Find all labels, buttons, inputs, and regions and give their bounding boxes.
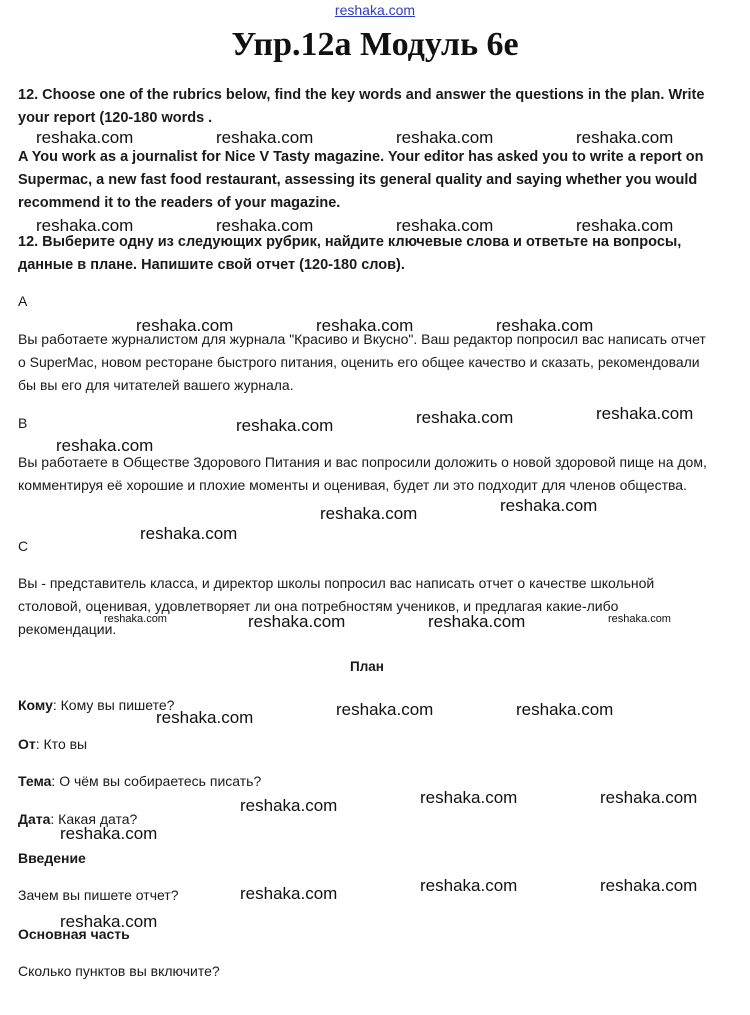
watermark: reshaka.com — [596, 404, 694, 423]
rubric-c-text: Вы - представитель класса, и директор школы попросил вас написать отчет о качестве школьной столовой, оценивая, удовлетворяет ли она потребностям учеников, и предлагая какие-либо рекомендации. — [18, 575, 655, 637]
plan-to-text: : Кому вы пишете? — [52, 697, 175, 713]
watermark: reshaka.com — [336, 700, 434, 719]
plan-date — [18, 808, 713, 831]
plan-date-label: Дата — [18, 811, 51, 827]
watermark: reshaka.com — [248, 612, 346, 631]
watermark: reshaka.com — [140, 524, 238, 543]
plan-from-text: : Кто вы — [35, 736, 88, 752]
rubric-a-text: Вы работаете журналистом для журнала "Красиво и Вкусно". Ваш редактор попросил вас написать отчет о SuperMac, новом ресторане быстрого питания, оценить его общее качество и сказать, рекомендовали бы вы его для читателей вашего журнала. — [18, 331, 706, 393]
watermark: reshaka.com — [496, 316, 594, 335]
watermark: reshaka.com — [600, 876, 698, 895]
plan-from-label: От — [18, 736, 36, 752]
rubric-c-label: C — [18, 538, 29, 554]
english-rubric-a: A You work as a journalist for Nice V Tasty magazine. Your editor has asked you to write a report on Supermac, a new fast food restaurant, assessing its general quality and saying whether you would recommend it to the readers of your magazine. — [18, 149, 704, 211]
plan-to-label: Кому — [18, 697, 53, 713]
plan-topic-label: Тема — [18, 773, 52, 789]
site-link[interactable]: reshaka.com — [334, 2, 416, 18]
watermark: reshaka.com — [396, 128, 494, 147]
watermark: reshaka.com — [320, 504, 418, 523]
watermark: reshaka.com — [420, 788, 518, 807]
watermark: reshaka.com — [36, 128, 134, 147]
watermark: reshaka.com — [236, 416, 334, 435]
watermark: reshaka.com — [104, 613, 167, 625]
watermark: reshaka.com — [216, 216, 314, 235]
plan-from — [18, 733, 713, 756]
plan-intro-heading: Введение — [18, 850, 86, 866]
watermark: reshaka.com — [428, 612, 526, 631]
plan-title: План — [350, 659, 384, 674]
watermark: reshaka.com — [516, 700, 614, 719]
watermark: reshaka.com — [56, 436, 154, 455]
russian-task: 12. Выберите одну из следующих рубрик, найдите ключевые слова и ответьте на вопросы, данные в плане. Напишите свой отчет (120-180 слов). — [18, 234, 682, 273]
plan-topic-text: : О чём вы собираетесь писать? — [51, 773, 262, 789]
watermark: reshaka.com — [156, 708, 254, 727]
watermark: reshaka.com — [576, 216, 674, 235]
plan-main-question: Сколько пунктов вы включите? — [18, 963, 220, 979]
rubric-b-label: B — [18, 415, 28, 431]
english-task: 12. Choose one of the rubrics below, find the key words and answer the questions in the plan. Write your report (120-180 words . — [18, 87, 705, 126]
watermark: reshaka.com — [500, 496, 598, 515]
plan-topic — [18, 770, 713, 793]
watermark: reshaka.com — [608, 613, 671, 625]
watermark: reshaka.com — [60, 912, 158, 931]
watermark: reshaka.com — [216, 128, 314, 147]
watermark: reshaka.com — [576, 128, 674, 147]
plan-date-text: : Какая дата? — [50, 811, 138, 827]
watermark: reshaka.com — [240, 796, 338, 815]
watermark: reshaka.com — [600, 788, 698, 807]
watermark: reshaka.com — [136, 316, 234, 335]
watermark: reshaka.com — [396, 216, 494, 235]
rubric-a-label: A — [18, 293, 28, 309]
rubric-b-text: Вы работаете в Обществе Здорового Питания и вас попросили доложить о новой здоровой пище на дом, комментируя её хорошие и плохие моменты и оценивая, будет ли это подходит для членов общества. — [18, 454, 707, 493]
watermark: reshaka.com — [420, 876, 518, 895]
plan-to — [18, 694, 713, 717]
page-title: Упр.12а Модуль 6е — [231, 26, 519, 63]
watermark: reshaka.com — [316, 316, 414, 335]
plan-main-heading: Основная часть — [18, 926, 130, 942]
plan-intro-question: Зачем вы пишете отчет? — [18, 887, 179, 903]
watermark: reshaka.com — [60, 824, 158, 843]
watermark: reshaka.com — [240, 884, 338, 903]
watermark: reshaka.com — [416, 408, 514, 427]
watermark: reshaka.com — [36, 216, 134, 235]
